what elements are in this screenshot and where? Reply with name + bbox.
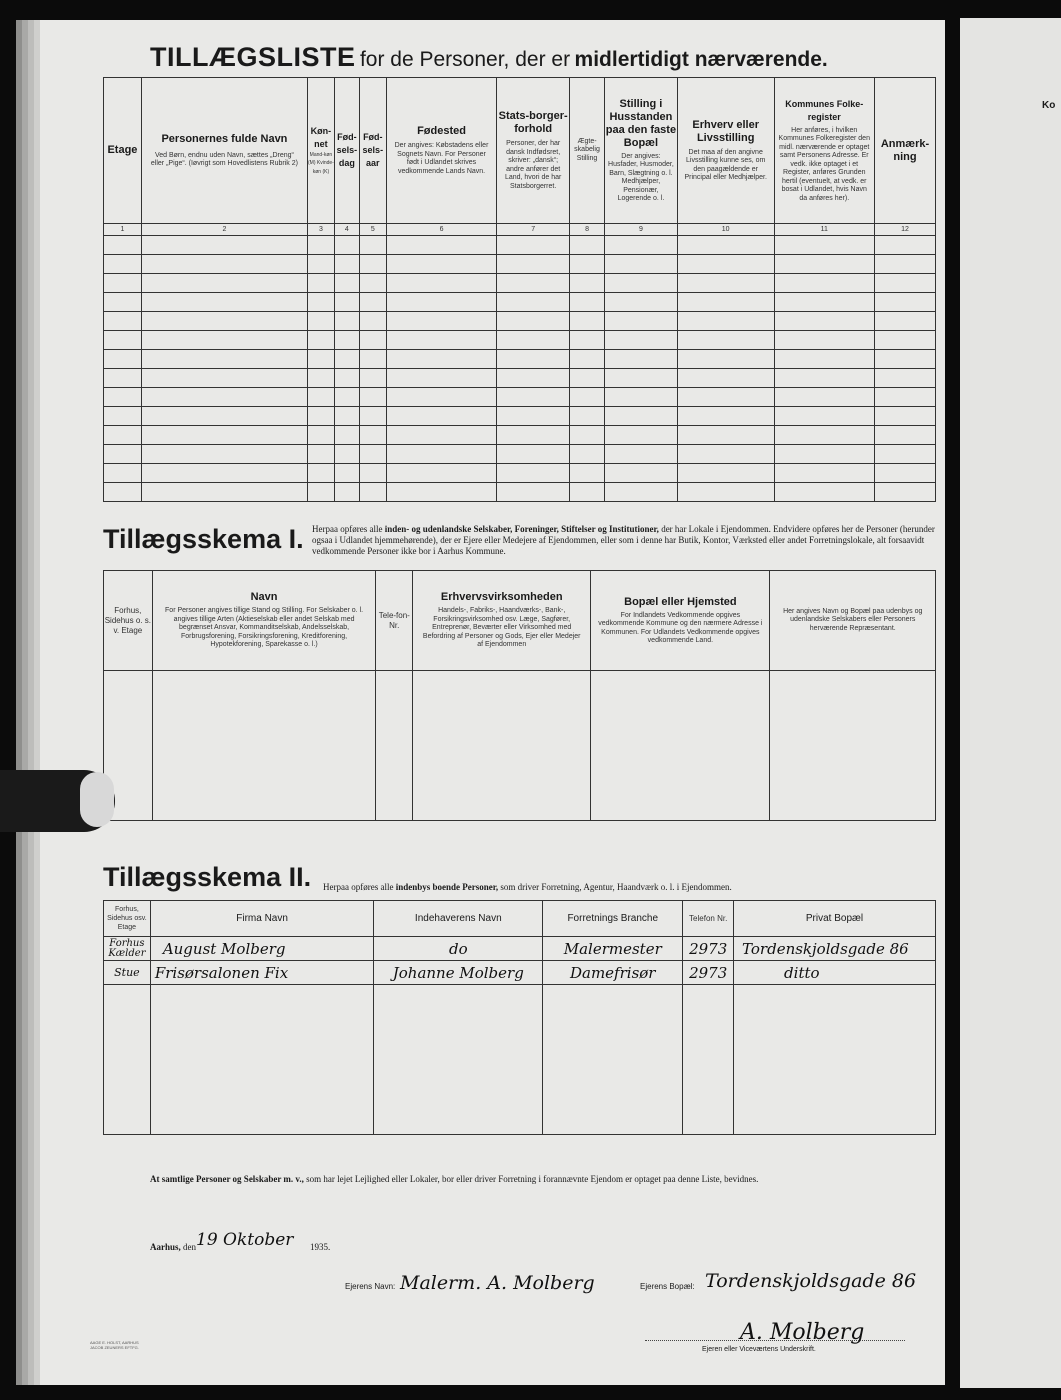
skema1-cell [413,671,591,821]
main-table-cell [334,369,359,388]
main-table-cell [359,445,386,464]
col-num: 6 [386,224,496,236]
main-table-cell [359,274,386,293]
col-1-header: Etage [104,78,142,224]
main-table-cell [604,464,677,483]
owner-name: Malerm. A. Molberg [400,1272,595,1294]
row1-indehaver: do [374,937,543,961]
main-table-cell [386,407,496,426]
main-table-cell [307,464,334,483]
skema2-col-branche: Forretnings Branche [543,901,683,937]
main-table-cell [307,293,334,312]
main-table-cell [334,388,359,407]
main-table-cell [497,407,570,426]
main-table-cell [386,236,496,255]
main-table-cell [104,388,142,407]
main-table-cell [570,293,605,312]
main-table-cell [604,388,677,407]
main-table-cell [334,312,359,331]
page-subtitle: for de Personer, der er [359,48,571,71]
right-page-edge [960,18,1061,1388]
main-table-row [104,350,936,369]
main-table-cell [570,426,605,445]
main-table-row [104,293,936,312]
main-table-cell [604,369,677,388]
main-table-row [104,369,936,388]
main-table-cell [104,350,142,369]
main-table-cell [141,255,307,274]
main-table-cell [386,388,496,407]
date-handwritten: 19 Oktober [196,1230,294,1250]
main-table-cell [386,445,496,464]
main-table-cell [570,445,605,464]
col-num: 9 [604,224,677,236]
thumb-nail [80,772,114,827]
header [150,42,828,73]
main-table-cell [141,350,307,369]
main-table-cell [359,426,386,445]
main-table-cell [774,426,875,445]
main-table-cell [141,388,307,407]
main-table-cell [104,369,142,388]
row1-etage: Forhus Kælder [104,937,151,961]
main-table-cell [604,483,677,502]
main-table-cell [386,274,496,293]
main-table-cell [677,293,774,312]
main-table-cell [497,369,570,388]
main-table-cell [497,293,570,312]
main-table-cell [307,483,334,502]
col-6-header: Fødested Der angives: Købstadens eller Sognets Navn. For Personer født i Udlandet skrives vedkommende Lands Navn. [386,78,496,224]
skema2-header [104,901,936,937]
main-table-cell [359,255,386,274]
col-num: 8 [570,224,605,236]
main-table-cell [875,369,936,388]
main-table-row [104,312,936,331]
main-table-cell [334,236,359,255]
main-table-cell [104,464,142,483]
main-table-cell [677,483,774,502]
main-table-cell [570,236,605,255]
owner-address-label: Ejerens Bopæl: [640,1282,695,1291]
main-table-cell [774,350,875,369]
skema1-description: Herpaa opføres alle inden- og udenlandske Selskaber, Foreninger, Stiftelser og Institutioner, der har Lokale i Ejendommen. Endvidere opføres her de Personer (herunder ogsaa i Udlandet hjemmehørende), der er Ejere eller Medejere af Ejendommen, eller som i denne har Butik, Kontor, Værksted eller andet Forretningslokale, alt forsaavidt vedkommende Personer ikke bor i Aarhus Kommune. [312,524,935,556]
main-table-row [104,274,936,293]
skema1-col-telefon: Tele-fon-Nr. [376,571,413,671]
main-table-cell [497,236,570,255]
main-table-cell [141,331,307,350]
main-table-cell [497,331,570,350]
owner-address: Tordenskjoldsgade 86 [705,1270,917,1292]
col-num: 10 [677,224,774,236]
main-table-cell [359,388,386,407]
row2-branche: Damefrisør [543,961,683,985]
skema1-col-etage: Forhus, Sidehus o. s. v. Etage [104,571,153,671]
row2-telefon: 2973 [683,961,734,985]
main-table-cell [359,464,386,483]
skema1-cell [376,671,413,821]
col-11-header: Kommunes Folke-register Her anføres, i hvilken Kommunes Folkeregister den midl. nærværende er optaget samt Personens Adresse. Er vedk. ikke optaget i et Register, anføres Grunden hertil (eventuelt, at vedk. er bosat i Udlandet, hvis Navn da anføres her). [774,78,875,224]
col-5-header: Fød-sels-aar [359,78,386,224]
main-table-cell [497,426,570,445]
main-table-cell [104,407,142,426]
main-table-cell [386,331,496,350]
skema2-col-bopael: Privat Bopæl [734,901,936,937]
page-title: TILLÆGSLISTE [150,42,356,72]
main-table-cell [677,388,774,407]
main-table-cell [359,350,386,369]
main-table-cell [141,274,307,293]
col-num: 4 [334,224,359,236]
row1-bopael: Tordenskjoldsgade 86 [734,937,936,961]
skema2-description: Herpaa opføres alle indenbys boende Personer, som driver Forretning, Agentur, Haandværk o. l. i Ejendommen. [323,882,732,892]
main-table-cell [875,350,936,369]
main-table-cell [774,255,875,274]
main-table-cell [497,350,570,369]
main-table-cell [875,255,936,274]
main-table-cell [570,274,605,293]
main-table-cell [334,464,359,483]
main-table-cell [104,426,142,445]
right-page-label: Ko [1042,100,1056,111]
main-table-cell [386,464,496,483]
main-table-cell [774,293,875,312]
main-table-cell [386,483,496,502]
main-table-cell [104,483,142,502]
skema2-row [104,961,936,985]
main-table-cell [334,331,359,350]
main-table [103,77,936,502]
skema2-col-etage: Forhus, Sidehus osv. Etage [104,901,151,937]
skema2-col-indehaver: Indehaverens Navn [374,901,543,937]
main-table-cell [334,483,359,502]
main-table-cell [334,293,359,312]
main-table-cell [307,274,334,293]
main-table-cell [386,255,496,274]
main-table-cell [497,255,570,274]
main-table-cell [497,388,570,407]
main-table-cell [677,445,774,464]
main-table-cell [604,331,677,350]
skema2-heading: Tillægsskema II. [103,862,312,892]
col-num: 12 [875,224,936,236]
skema1-col-erhverv: Erhvervsvirksomheden Handels-, Fabriks-, Haandværks-, Bank-, Forsikringsvirksomhed osv. Læge, Sagfører, Entreprenør, Beværter eller Virksomhed med Befordring af Personer og Gods, Ejer eller Medejer af Ejendommen [413,571,591,671]
main-table-cell [497,445,570,464]
skema1-title [103,524,304,555]
main-table-cell [359,312,386,331]
main-table-cell [104,255,142,274]
main-table-cell [774,369,875,388]
form-page [40,20,945,1385]
main-table-header [104,78,936,224]
main-table-cell [570,369,605,388]
main-table-cell [104,274,142,293]
main-table-cell [141,312,307,331]
col-2-header: Personernes fulde Navn Ved Børn, endnu uden Navn, sættes „Dreng“ eller „Pige“. (Iøvrigt som Hovedlistens Rubrik 2) [141,78,307,224]
main-table-cell [497,483,570,502]
main-table-cell [774,483,875,502]
main-table-cell [307,445,334,464]
col-12-header: Anmærk-ning [875,78,936,224]
main-table-cell [307,312,334,331]
main-table-cell [774,445,875,464]
main-table-cell [677,274,774,293]
row2-firma: Frisørsalonen Fix [150,961,374,985]
skema1-cell [591,671,770,821]
main-table-body [104,236,936,502]
main-table-cell [774,236,875,255]
main-table-row [104,464,936,483]
main-table-cell [875,483,936,502]
main-table-cell [570,331,605,350]
row1-branche: Malermester [543,937,683,961]
main-table-cell [875,312,936,331]
signature-line [645,1340,905,1341]
main-table-cell [359,369,386,388]
main-table-cell [774,464,875,483]
main-table-cell [359,407,386,426]
skema2-title [103,862,311,893]
row2-etage: Stue [104,961,151,985]
main-table-cell [570,255,605,274]
main-table-cell [677,407,774,426]
main-table-cell [307,350,334,369]
col-10-header: Erhverv eller Livsstilling Det maa af den angivne Livsstilling kunne ses, om den paagældende er Principal eller Medhjælper. [677,78,774,224]
main-table-cell [141,483,307,502]
main-table-numbers [104,224,936,236]
skema1-heading: Tillægsskema I. [103,524,304,554]
main-table-cell [386,350,496,369]
year: 1935. [310,1242,331,1252]
main-table-cell [677,331,774,350]
skema2-row [104,937,936,961]
col-7-header: Stats-borger-forhold Personer, der har dansk Indfødsret, skriver: „dansk“; andre anfører det Land, hvori de har Statsborgerret. [497,78,570,224]
main-table-cell [104,445,142,464]
col-num: 2 [141,224,307,236]
main-table-cell [604,407,677,426]
main-table-cell [604,255,677,274]
main-table-cell [307,255,334,274]
col-num: 1 [104,224,142,236]
page-subtitle-bold: midlertidigt nærværende. [574,48,828,71]
col-9-header: Stilling i Husstanden paa den faste Bopæl Der angives: Husfader, Husmoder, Barn, Slægtning o. l. Medhjælper, Pensionær, Logerende o. l. [604,78,677,224]
main-table-cell [875,445,936,464]
row1-telefon: 2973 [683,937,734,961]
main-table-cell [774,407,875,426]
main-table-cell [141,236,307,255]
main-table-cell [570,388,605,407]
col-3-header: Køn-net Mand-køn (M) Kvinde-køn (K) [307,78,334,224]
skema2-table [103,900,936,1135]
main-table-cell [774,388,875,407]
skema1-col-bopael: Bopæl eller Hjemsted For Indlandets Vedkommende opgives vedkommende Kommune og den nærmere Adresse i Kommunen. For Udlandets Vedkommende opgives vedkommende Land. [591,571,770,671]
main-table-cell [307,426,334,445]
main-table-cell [141,407,307,426]
col-num: 5 [359,224,386,236]
signature-label: Ejeren eller Viceværtens Underskrift. [702,1346,816,1353]
skema2-col-telefon: Telefon Nr. [683,901,734,937]
col-num: 3 [307,224,334,236]
row1-firma: August Molberg [150,937,374,961]
main-table-cell [334,426,359,445]
main-table-cell [334,350,359,369]
skema1-cell [152,671,376,821]
main-table-cell [497,464,570,483]
col-4-header: Fød-sels-dag [334,78,359,224]
main-table-cell [307,331,334,350]
signature: A. Molberg [740,1320,865,1345]
col-num: 7 [497,224,570,236]
main-table-cell [677,350,774,369]
main-table-cell [497,312,570,331]
main-table-cell [677,369,774,388]
main-table-cell [875,407,936,426]
skema1-body [104,671,936,821]
col-8-header: Ægte-skabelig Stilling [570,78,605,224]
main-table-cell [875,236,936,255]
main-table-cell [359,331,386,350]
skema1-cell [770,671,936,821]
skema1-table [103,570,936,821]
main-table-cell [570,483,605,502]
attestation: At samtlige Personer og Selskaber m. v., som har lejet Lejlighed eller Lokaler, bor eller driver Forretning i forannævnte Ejendom er optaget paa denne Liste, bevidnes. [150,1174,759,1184]
main-table-cell [875,426,936,445]
main-table-cell [604,236,677,255]
main-table-cell [875,388,936,407]
skema2-empty-row [104,985,936,1135]
main-table-row [104,426,936,445]
main-table-cell [774,274,875,293]
main-table-row [104,388,936,407]
main-table-cell [104,236,142,255]
main-table-cell [604,312,677,331]
main-table-cell [774,331,875,350]
main-table-cell [307,407,334,426]
main-table-cell [386,369,496,388]
main-table-cell [677,312,774,331]
row2-bopael: ditto [734,961,936,985]
main-table-cell [570,350,605,369]
main-table-cell [604,350,677,369]
main-table-row [104,236,936,255]
main-table-cell [677,255,774,274]
col-num: 11 [774,224,875,236]
main-table-cell [334,255,359,274]
skema1-header [104,571,936,671]
skema1-col-navn: Navn For Personer angives tillige Stand og Stilling. For Selskaber o. l. angives tillige Arten (Aktieselskab eller andet Selskab med begrænset Ansvar, Kommanditselskab, Andelsselskab, Forbrugsforening, Forsikringsforening, Kreditforening, Hypotekforening, Sparekasse o. l.) [152,571,376,671]
main-table-cell [604,293,677,312]
main-table-cell [875,331,936,350]
main-table-cell [104,293,142,312]
main-table-cell [141,464,307,483]
main-table-cell [104,312,142,331]
main-table-row [104,331,936,350]
main-table-cell [359,293,386,312]
main-table-cell [104,331,142,350]
date-line: Aarhus, den [150,1242,197,1252]
main-table-cell [141,445,307,464]
main-table-cell [604,426,677,445]
main-table-cell [570,464,605,483]
row2-indehaver: Johanne Molberg [374,961,543,985]
main-table-row [104,255,936,274]
main-table-cell [307,369,334,388]
skema1-col-repr: Her angives Navn og Bopæl paa udenbys og udenlandske Selskabers eller Personers herværende Repræsentant. [770,571,936,671]
main-table-cell [386,312,496,331]
main-table-cell [334,274,359,293]
main-table-cell [497,274,570,293]
main-table-cell [570,407,605,426]
main-table-cell [604,274,677,293]
main-table-cell [359,236,386,255]
main-table-cell [141,293,307,312]
main-table-cell [386,293,496,312]
main-table-cell [307,388,334,407]
main-table-row [104,483,936,502]
owner-name-label: Ejerens Navn: [345,1282,396,1291]
main-table-cell [334,445,359,464]
main-table-cell [386,426,496,445]
main-table-cell [141,369,307,388]
main-table-cell [677,236,774,255]
printer-mark: AAGE E. HOLST, AARHUS JACOB ZEUNERS EFTFG. [90,1340,139,1350]
main-table-cell [875,464,936,483]
skema2-col-firma: Firma Navn [150,901,374,937]
main-table-row [104,407,936,426]
main-table-cell [875,274,936,293]
main-table-cell [359,483,386,502]
main-table-cell [677,464,774,483]
main-table-row [104,445,936,464]
main-table-cell [774,312,875,331]
main-table-cell [604,445,677,464]
main-table-cell [677,426,774,445]
main-table-cell [141,426,307,445]
main-table-cell [875,293,936,312]
main-table-cell [307,236,334,255]
main-table-cell [334,407,359,426]
main-table-cell [570,312,605,331]
